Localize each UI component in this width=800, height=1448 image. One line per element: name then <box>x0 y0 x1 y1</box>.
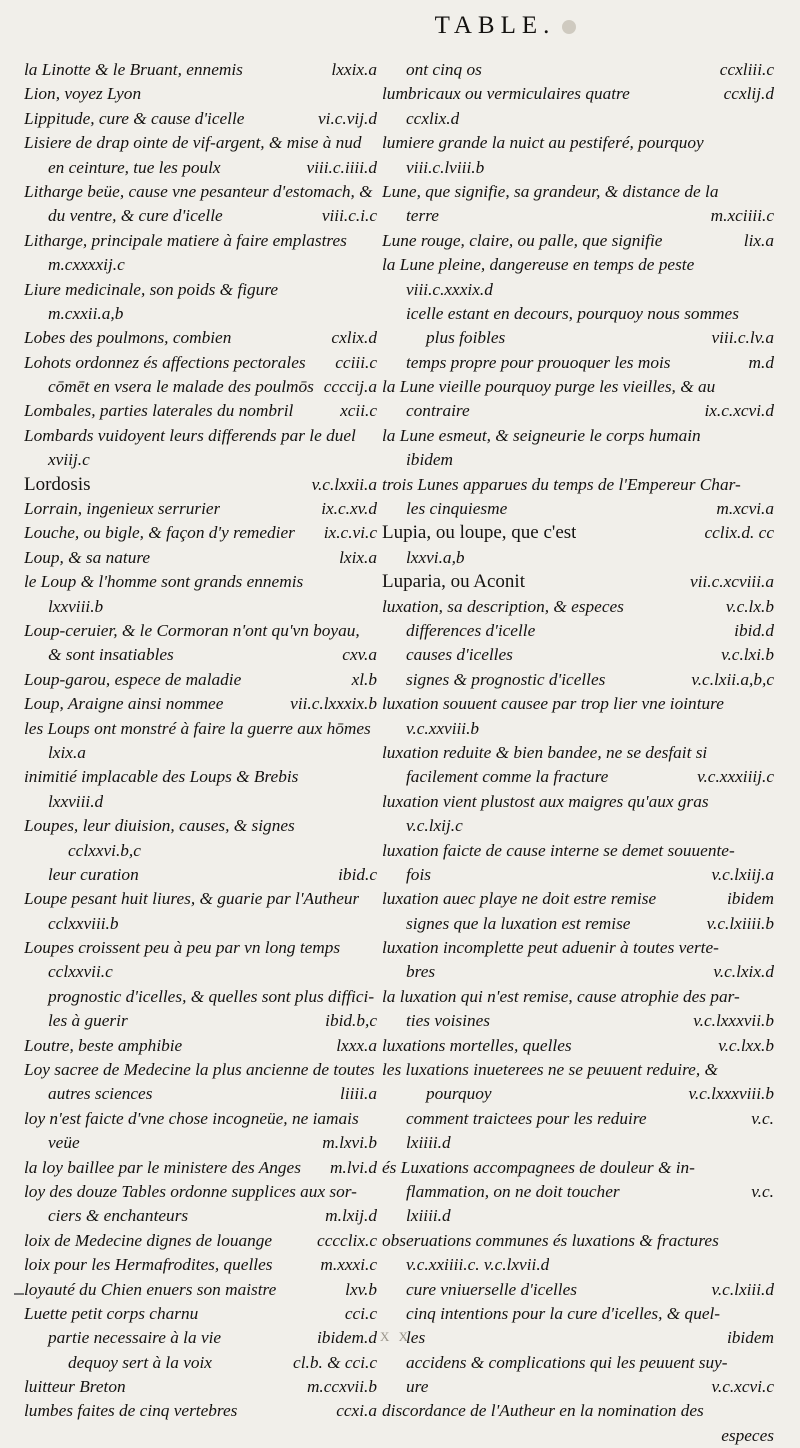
entry-text: viii.c.lviii.b <box>406 157 485 177</box>
entry-reference: ibidem.d <box>317 1328 377 1348</box>
index-entry <box>24 960 377 984</box>
entry-text: les <box>406 1328 426 1348</box>
entry-text: Lombales, parties laterales du nombril <box>24 401 294 421</box>
index-entry <box>24 570 377 594</box>
index-entry <box>382 912 774 936</box>
entry-text: lumiere grande la nuict au pestiferé, pourquoy <box>382 133 704 153</box>
entry-reference: v.c.lxiij.a <box>711 864 774 884</box>
entry-text: lxix.a <box>48 742 86 762</box>
entry-text: especes <box>721 1425 774 1445</box>
index-entry <box>382 692 774 716</box>
index-entry <box>382 570 774 594</box>
entry-text: luitteur Breton <box>24 1377 126 1397</box>
entry-reference: viii.c.iiii.d <box>306 157 377 177</box>
index-entry <box>24 839 377 863</box>
index-entry <box>24 765 377 789</box>
index-entry <box>24 546 377 570</box>
index-entry <box>24 58 377 82</box>
index-entry <box>382 765 774 789</box>
entry-text: obseruations communes és luxations & fractures <box>382 1230 719 1250</box>
entry-text: loix de Medecine dignes de louange <box>24 1230 273 1250</box>
entry-text: Litharge beüe, cause vne pesanteur d'estomach, & <box>24 181 373 201</box>
index-entry <box>24 692 377 716</box>
entry-text: ure <box>406 1377 429 1397</box>
index-entry <box>382 326 774 350</box>
entry-text: flammation, on ne doit toucher <box>406 1181 620 1201</box>
index-entry <box>382 58 774 82</box>
entry-reference: ix.c.xcvi.d <box>704 401 774 421</box>
entry-text: Loupes, leur diuision, causes, & signes <box>24 816 295 836</box>
entry-reference: m.xxxi.c <box>320 1255 377 1275</box>
entry-text: Lune rouge, claire, ou palle, que signifie <box>382 230 663 250</box>
entry-text: m.cxxxxij.c <box>48 255 125 275</box>
index-entry <box>24 741 377 765</box>
entry-reference: v.c. <box>751 1108 774 1128</box>
entry-text: le Loup & l'homme sont grands ennemis <box>24 572 304 592</box>
entry-text: Lombards vuidoyent leurs differends par le duel <box>24 425 356 445</box>
left-column <box>24 58 377 1424</box>
index-entry <box>24 1156 377 1180</box>
entry-reference: v.c.lxxxvii.b <box>693 1011 774 1031</box>
entry-text: partie necessaire à la vie <box>48 1328 222 1348</box>
index-entry <box>382 985 774 1009</box>
entry-text: differences d'icelle <box>406 620 536 640</box>
entry-reference: v.c.xcvi.c <box>711 1377 774 1397</box>
index-entry <box>24 790 377 814</box>
index-entry <box>382 595 774 619</box>
entry-text: lxiiii.d <box>406 1206 451 1226</box>
index-entry <box>24 912 377 936</box>
entry-reference: m.lxij.d <box>325 1206 377 1226</box>
entry-text: lxxviii.b <box>48 596 104 616</box>
entry-text: cclxxviii.b <box>48 913 119 933</box>
entry-reference: v.c.lxiii.d <box>711 1279 774 1299</box>
entry-text: cōmēt en vsera le malade des poulmōs <box>48 377 314 397</box>
index-entry <box>24 1326 377 1350</box>
entry-reference: ibid.b,c <box>325 1011 377 1031</box>
entry-text: la Lune pleine, dangereuse en temps de peste <box>382 255 695 275</box>
index-entry <box>382 399 774 423</box>
entry-text: ibidem <box>406 450 454 470</box>
entry-text: Loutre, beste amphibie <box>24 1035 183 1055</box>
index-entry <box>382 863 774 887</box>
index-entry <box>24 1351 377 1375</box>
entry-reference: ccxlij.d <box>723 84 774 104</box>
entry-reference: cxv.a <box>342 645 377 665</box>
index-entry <box>24 473 377 497</box>
entry-text: luxation incomplette peut aduenir à toutes verte- <box>382 938 719 958</box>
index-entry <box>382 960 774 984</box>
entry-reference: xcii.c <box>340 401 377 421</box>
entry-text: lxiiii.d <box>406 1133 451 1153</box>
index-entry <box>382 887 774 911</box>
entry-text: Lion, voyez Lyon <box>24 84 142 104</box>
index-entry <box>24 1034 377 1058</box>
entry-text: ont cinq os <box>406 60 482 79</box>
entry-text: Loup-garou, espece de maladie <box>24 669 242 689</box>
entry-text: lumbricaux ou vermiculaires quatre <box>382 84 630 104</box>
entry-text: luxation vient plustost aux maigres qu'aux gras <box>382 791 709 811</box>
index-entry <box>382 814 774 838</box>
entry-text: plus foibles <box>426 328 506 348</box>
entry-text: inimitié implacable des Loups & Brebis <box>24 767 299 787</box>
entry-text: luxation auec playe ne doit estre remise <box>382 889 657 909</box>
entry-text: les cinquiesme <box>406 499 508 519</box>
index-entry <box>382 1399 774 1423</box>
entry-text: la Linotte & le Bruant, ennemis <box>24 60 243 79</box>
index-entry <box>382 180 774 204</box>
entry-text: signes & prognostic d'icelles <box>406 669 606 689</box>
entry-reference: m.xcvi.a <box>716 499 774 519</box>
index-entry <box>382 156 774 180</box>
entry-reference: lix.a <box>743 230 774 250</box>
index-entry <box>24 1107 377 1131</box>
index-entry <box>382 1082 774 1106</box>
index-entry <box>382 131 774 155</box>
index-entry <box>24 278 377 302</box>
entry-text: du ventre, & cure d'icelle <box>48 206 223 226</box>
entry-text: Lippitude, cure & cause d'icelle <box>24 108 245 128</box>
entry-text: cclxxvi.b,c <box>68 840 141 860</box>
entry-text: les à guerir <box>48 1011 128 1031</box>
entry-text: luxations mortelles, quelles <box>382 1035 572 1055</box>
entry-reference: cccclix.c <box>317 1230 377 1250</box>
index-entry <box>382 1326 774 1350</box>
index-entry <box>382 1034 774 1058</box>
entry-text: Loup, Araigne ainsi nommee <box>24 694 224 714</box>
index-entry <box>24 1278 377 1302</box>
index-entry <box>382 1253 774 1277</box>
entry-text: Luette petit corps charnu <box>24 1303 199 1323</box>
ink-smudge <box>562 20 576 34</box>
entry-reference: ccccij.a <box>323 377 377 397</box>
index-entry <box>24 814 377 838</box>
index-entry <box>24 1082 377 1106</box>
entry-text: Loupes croissent peu à peu par vn long temps <box>24 938 341 958</box>
entry-text: loix pour les Hermafrodites, quelles <box>24 1255 273 1275</box>
page-footer: X X <box>380 1329 412 1344</box>
entry-text: en ceinture, tue les poulx <box>48 157 221 177</box>
entry-text: Loupe pesant huit liures, & guarie par l'Autheur <box>24 889 360 909</box>
entry-text: Lune, que signifie, sa grandeur, & distance de la <box>382 181 719 201</box>
entry-reference: m.lvi.d <box>329 1157 377 1177</box>
index-entry <box>382 1302 774 1326</box>
entry-text: fois <box>406 864 431 884</box>
entry-text: la luxation qui n'est remise, cause atrophie des par- <box>382 986 740 1006</box>
entry-reference: m.lxvi.b <box>322 1133 377 1153</box>
entry-reference: liiii.a <box>340 1084 377 1104</box>
entry-text: discordance de l'Autheur en la nomination des <box>382 1401 704 1421</box>
entry-text: la Lune esmeut, & seigneurie le corps humain <box>382 425 701 445</box>
entry-text: lxxvi.a,b <box>406 547 465 567</box>
index-entry <box>24 521 377 545</box>
index-entry <box>382 1131 774 1155</box>
index-entry <box>24 131 377 155</box>
index-entry <box>24 1131 377 1155</box>
entry-text: Lisiere de drap ointe de vif-argent, & mise à nud <box>24 133 362 153</box>
index-entry <box>382 521 774 545</box>
index-entry <box>24 717 377 741</box>
index-entry <box>382 278 774 302</box>
index-entry <box>24 1229 377 1253</box>
page-header: TABLE. <box>434 12 556 39</box>
entry-reference: m.ccxvii.b <box>306 1377 377 1397</box>
index-entry <box>24 643 377 667</box>
entry-reference: ibidem <box>726 889 774 909</box>
index-entry <box>24 229 377 253</box>
entry-text: luxation reduite & bien bandee, ne se desfait si <box>382 742 708 762</box>
entry-text: cure vniuerselle d'icelles <box>406 1279 577 1299</box>
entry-reference: v.c.lxi.b <box>721 645 774 665</box>
entry-text: loyauté du Chien enuers son maistre <box>24 1279 277 1299</box>
entry-text: luxation faicte de cause interne se demet souuente- <box>382 840 735 860</box>
entry-reference: v.c.lxxii.a <box>311 474 377 494</box>
entry-text: pourquoy <box>426 1084 492 1104</box>
entry-text: lumbes faites de cinq vertebres <box>24 1401 238 1421</box>
index-entry <box>382 1180 774 1204</box>
index-entry <box>382 1351 774 1375</box>
entry-reference: v.c.lxxxviii.b <box>688 1084 774 1104</box>
entry-text: temps propre pour prouoquer les mois <box>406 352 671 372</box>
entry-reference: v.c. <box>751 1181 774 1201</box>
entry-text: v.c.xxiiii.c. v.c.lxvii.d <box>406 1255 550 1275</box>
index-entry <box>382 668 774 692</box>
entry-text: ties voisines <box>406 1011 490 1031</box>
entry-text: ccxlix.d <box>406 108 460 128</box>
entry-reference: v.c.lxii.a,b,c <box>691 669 774 689</box>
index-entry <box>24 326 377 350</box>
entry-text: luxation, sa description, & especes <box>382 596 624 616</box>
index-entry <box>24 107 377 131</box>
index-entry <box>382 619 774 643</box>
entry-reference: ix.c.vi.c <box>323 523 377 543</box>
entry-reference: v.c.lxx.b <box>718 1035 774 1055</box>
entry-text: Loup-ceruier, & le Cormoran n'ont qu'vn boyau, <box>24 620 360 640</box>
entry-reference: vii.c.xcviii.a <box>690 572 774 592</box>
entry-text: les luxations inueterees ne se peuuent reduire, & <box>382 1060 718 1080</box>
entry-text: m.cxxii.a,b <box>48 303 124 323</box>
index-entry <box>382 1278 774 1302</box>
index-entry <box>382 82 774 106</box>
entry-text: loy des douze Tables ordonne supplices aux sor- <box>24 1181 357 1201</box>
entry-reference: ix.c.xv.d <box>321 499 377 519</box>
index-entry <box>24 497 377 521</box>
index-entry <box>24 863 377 887</box>
index-entry <box>382 790 774 814</box>
index-entry <box>24 399 377 423</box>
entry-reference: v.c.lxiiii.b <box>706 913 774 933</box>
entry-text: luxation souuent causee par trop lier vne iointure <box>382 694 724 714</box>
entry-text: la Lune vieille pourquoy purge les vieilles, & au <box>382 377 716 397</box>
index-entry <box>382 1204 774 1228</box>
entry-reference: vi.c.vij.d <box>317 108 377 128</box>
entry-reference: v.c.lx.b <box>725 596 774 616</box>
index-entry <box>382 107 774 131</box>
index-entry <box>382 1424 774 1448</box>
entry-reference: lxxx.a <box>336 1035 377 1055</box>
index-entry <box>382 1156 774 1180</box>
entry-text: facilement comme la fracture <box>406 767 609 787</box>
index-entry <box>24 936 377 960</box>
index-entry <box>382 351 774 375</box>
entry-reference: v.c.lxix.d <box>713 962 774 982</box>
entry-text: Lobes des poulmons, combien <box>24 328 232 348</box>
index-entry <box>24 180 377 204</box>
index-entry <box>24 253 377 277</box>
index-entry <box>382 1375 774 1399</box>
entry-text: causes d'icelles <box>406 645 513 665</box>
entry-reference: ccxi.a <box>336 1401 377 1421</box>
entry-text: prognostic d'icelles, & quelles sont plus diffici- <box>48 986 375 1006</box>
entry-reference: ibid.d <box>734 620 774 640</box>
index-entry <box>24 1375 377 1399</box>
entry-text: Lordosis <box>24 473 91 495</box>
index-entry <box>382 253 774 277</box>
entry-text: bres <box>406 962 436 982</box>
index-entry <box>24 82 377 106</box>
entry-text: icelle estant en decours, pourquoy nous sommes <box>406 303 739 323</box>
entry-reference: cl.b. & cci.c <box>293 1352 377 1372</box>
entry-reference: lxv.b <box>345 1279 377 1299</box>
entry-text: viii.c.xxxix.d <box>406 279 493 299</box>
entry-text: xviij.c <box>48 450 90 470</box>
index-entry <box>24 302 377 326</box>
entry-reference: lxxix.a <box>331 60 377 79</box>
index-entry <box>382 741 774 765</box>
entry-text: v.c.lxij.c <box>406 816 463 836</box>
index-entry <box>24 619 377 643</box>
index-entry <box>24 1399 377 1423</box>
index-entry <box>24 204 377 228</box>
entry-text: Litharge, principale matiere à faire emplastres <box>24 230 347 250</box>
index-entry <box>24 448 377 472</box>
index-entry <box>382 717 774 741</box>
entry-text: & sont insatiables <box>48 645 174 665</box>
entry-text: Loy sacree de Medecine la plus ancienne de toutes <box>24 1060 375 1080</box>
right-column <box>382 58 774 1448</box>
entry-text: accidens & complications qui les peuuent suy- <box>406 1352 728 1372</box>
entry-text: Lorrain, ingenieux serrurier <box>24 499 221 519</box>
entry-text: Loup, & sa nature <box>24 547 151 567</box>
entry-text: lxxviii.d <box>48 791 104 811</box>
entry-text: signes que la luxation est remise <box>406 913 631 933</box>
index-entry <box>24 156 377 180</box>
entry-reference: cciii.c <box>335 352 377 372</box>
entry-reference: viii.c.lv.a <box>711 328 774 348</box>
index-entry <box>24 1204 377 1228</box>
entry-text: leur curation <box>48 864 139 884</box>
index-entry <box>24 1009 377 1033</box>
entry-text: trois Lunes apparues du temps de l'Empereur Char- <box>382 474 741 494</box>
entry-text: Lupia, ou loupe, que c'est <box>382 522 577 544</box>
entry-text: cclxxvii.c <box>48 962 113 982</box>
entry-text: v.c.xxviii.b <box>406 718 480 738</box>
entry-text: és Luxations accompagnees de douleur & in- <box>382 1157 695 1177</box>
entry-reference: xl.b <box>351 669 377 689</box>
index-entry <box>382 1229 774 1253</box>
index-entry <box>24 1253 377 1277</box>
index-entry <box>382 375 774 399</box>
index-entry <box>24 985 377 1009</box>
entry-text: dequoy sert à la voix <box>68 1352 212 1372</box>
entry-reference: ccxliii.c <box>719 60 774 79</box>
entry-reference: v.c.xxxiiij.c <box>697 767 774 787</box>
index-entry <box>382 1009 774 1033</box>
index-entry <box>24 1302 377 1326</box>
index-entry <box>382 546 774 570</box>
entry-text: cinq intentions pour la cure d'icelles, & quel- <box>406 1303 721 1323</box>
entry-text: contraire <box>406 401 470 421</box>
entry-reference: m.d <box>748 352 774 372</box>
margin-mark <box>14 1293 24 1295</box>
entry-reference: ibid.c <box>338 864 377 884</box>
entry-text: la loy baillee par le ministere des Anges <box>24 1157 301 1177</box>
index-entry <box>382 302 774 326</box>
index-entry <box>382 643 774 667</box>
entry-text: veüe <box>48 1133 80 1153</box>
entry-reference: m.xciiii.c <box>710 206 774 226</box>
index-entry <box>24 668 377 692</box>
index-entry <box>382 229 774 253</box>
entry-text: Lohots ordonnez és affections pectorales <box>24 352 306 372</box>
index-entry <box>382 1058 774 1082</box>
index-entry <box>24 595 377 619</box>
entry-reference: viii.c.i.c <box>321 206 377 226</box>
index-entry <box>382 1107 774 1131</box>
entry-reference: cxlix.d <box>331 328 377 348</box>
index-entry <box>382 448 774 472</box>
index-entry <box>24 351 377 375</box>
entry-text: autres sciences <box>48 1084 153 1104</box>
index-entry <box>382 936 774 960</box>
entry-reference: lxix.a <box>339 547 377 567</box>
index-entry <box>24 1058 377 1082</box>
index-entry <box>24 1180 377 1204</box>
entry-text: Luparia, ou Aconit <box>382 571 525 593</box>
entry-reference: ibidem <box>726 1328 774 1348</box>
index-entry <box>382 497 774 521</box>
entry-text: loy n'est faicte d'vne chose incogneüe, ne iamais <box>24 1108 359 1128</box>
index-entry <box>382 473 774 497</box>
entry-text: Louche, ou bigle, & façon d'y remedier <box>24 523 295 543</box>
index-entry <box>382 839 774 863</box>
entry-text: les Loups ont monstré à faire la guerre aux hōmes <box>24 718 371 738</box>
entry-reference: cclix.d. cc <box>704 523 774 543</box>
entry-text: ciers & enchanteurs <box>48 1206 189 1226</box>
index-entry <box>24 375 377 399</box>
entry-reference: vii.c.lxxxix.b <box>290 694 377 714</box>
entry-text: terre <box>406 206 439 226</box>
index-entry <box>24 887 377 911</box>
entry-reference: cci.c <box>344 1303 377 1323</box>
entry-text: Liure medicinale, son poids & figure <box>24 279 279 299</box>
index-entry <box>24 424 377 448</box>
entry-text: comment traictees pour les reduire <box>406 1108 647 1128</box>
index-entry <box>382 424 774 448</box>
index-entry <box>382 204 774 228</box>
